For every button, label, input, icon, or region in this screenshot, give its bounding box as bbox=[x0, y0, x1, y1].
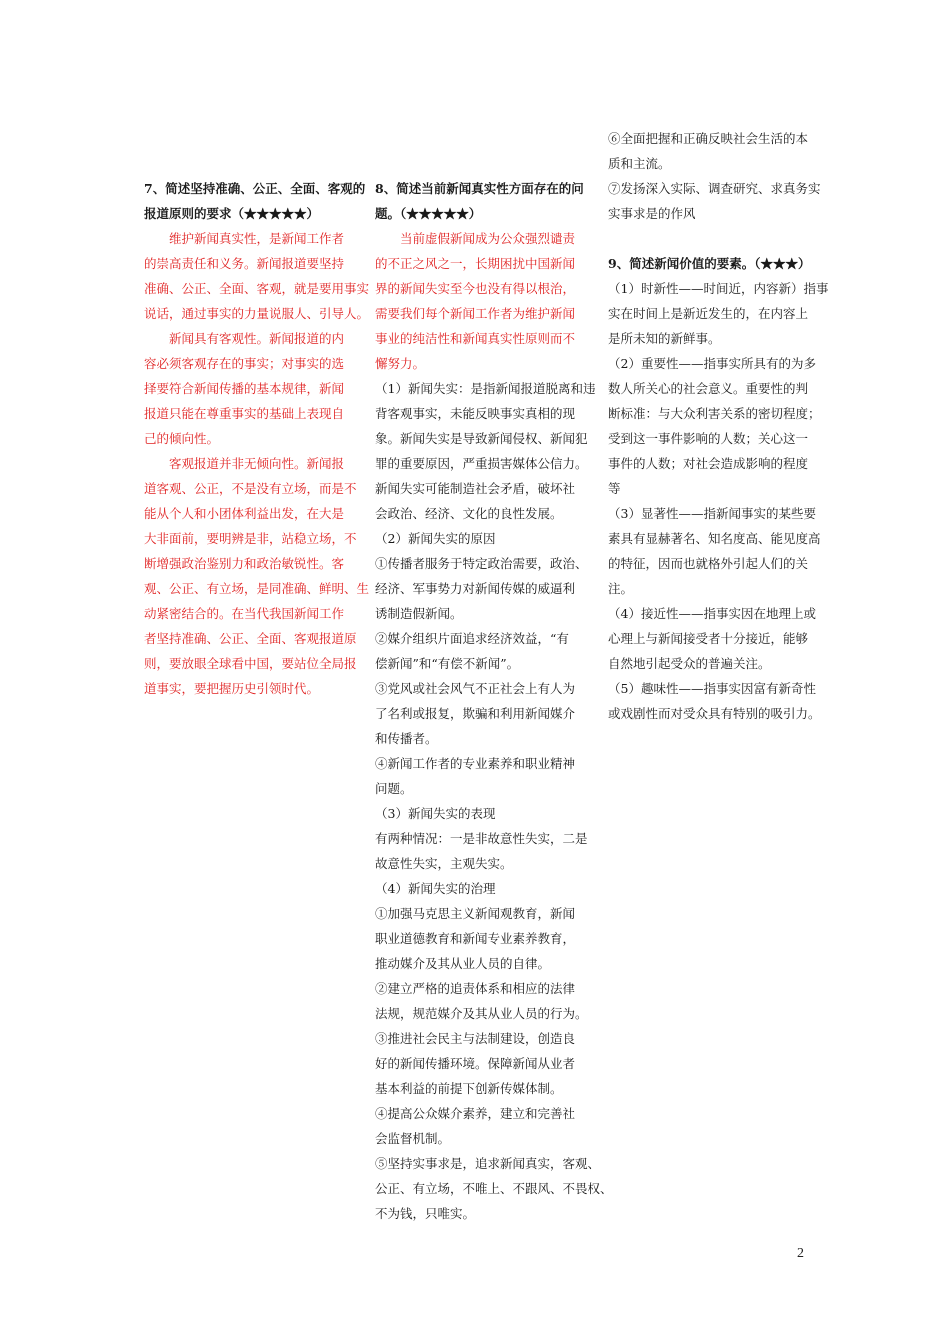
text-line: 事件的人数；对社会造成影响的程度 bbox=[608, 456, 809, 471]
q9-importance bbox=[608, 351, 821, 501]
text-line: （1）时新性——时间近，内容新）指事 bbox=[608, 281, 829, 296]
text-line: 问题。 bbox=[375, 781, 413, 796]
text-line: （1）新闻失实：是指新闻报道脱离和违 bbox=[375, 381, 596, 396]
q8-block-governance-1 bbox=[375, 901, 581, 976]
text-line: 故意性失实，主观失实。 bbox=[375, 856, 513, 871]
q7-heading bbox=[144, 176, 366, 226]
text-line: 容必须客观存在的事实；对事实的选 bbox=[144, 356, 345, 371]
text-line: 维护新闻真实性，是新闻工作者 bbox=[144, 231, 345, 246]
text-line: 或戏剧性而对受众具有特别的吸引力。 bbox=[608, 706, 821, 721]
text-line: 大非面前，要明辨是非，站稳立场，不 bbox=[144, 531, 357, 546]
text-line: ②建立严格的追责体系和相应的法律 bbox=[375, 981, 576, 996]
q8-block-causes-title bbox=[375, 526, 581, 551]
text-line: 己的倾向性。 bbox=[144, 431, 220, 446]
spacer bbox=[608, 226, 808, 251]
text-line: 不为钱，只唯实。 bbox=[375, 1206, 476, 1221]
text-line: 新闻具有客观性。新闻报道的内 bbox=[144, 331, 345, 346]
q8-block-manifest-title bbox=[375, 801, 581, 826]
text-line: 背客观事实，未能反映事实真相的现 bbox=[375, 406, 576, 421]
text-line: 客观报道并非无倾向性。新闻报 bbox=[144, 456, 345, 471]
text-line: 心理上与新闻接受者十分接近，能够 bbox=[608, 631, 809, 646]
column-question-8 bbox=[375, 176, 613, 1226]
column-question-7 bbox=[144, 176, 370, 701]
text-line: ④新闻工作者的专业素养和职业精神 bbox=[375, 756, 576, 771]
text-line: 准确、公正、全面、客观，就是要用事实 bbox=[144, 281, 370, 296]
text-line: ④提高公众媒介素养，建立和完善社 bbox=[375, 1106, 576, 1121]
text-line: （3）新闻失实的表现 bbox=[375, 806, 496, 821]
text-line: 数人所关心的社会意义。重要性的判 bbox=[608, 381, 809, 396]
text-line: 素具有显赫著名、知名度高、能见度高 bbox=[608, 531, 821, 546]
text-line: 说话，通过事实的力量说服人、引导人。 bbox=[144, 306, 370, 321]
text-line: 事业的纯洁性和新闻真实性原则而不 bbox=[375, 331, 576, 346]
text-line: （4）新闻失实的治理 bbox=[375, 881, 496, 896]
q7-heading-line: 7、简述坚持准确、公正、全面、客观的 bbox=[144, 181, 366, 196]
text-line: 道事实，要把握历史引领时代。 bbox=[144, 681, 320, 696]
q7-paragraph-3 bbox=[144, 451, 370, 701]
text-line: 则，要放眼全球看中国，要站位全局报 bbox=[144, 656, 357, 671]
q8-block-governance-4 bbox=[375, 1101, 581, 1151]
text-line: ②媒介组织片面追求经济效益，“有 bbox=[375, 631, 569, 646]
q7-heading-line: 报道原则的要求（★★★★★） bbox=[144, 206, 320, 221]
q8-block-governance-5 bbox=[375, 1151, 613, 1226]
text-line: 注。 bbox=[608, 581, 634, 596]
column-question-9 bbox=[608, 126, 829, 726]
text-line: 观、公正、有立场，是同准确、鲜明、生 bbox=[144, 581, 370, 596]
text-line: 当前虚假新闻成为公众强烈谴责 bbox=[375, 231, 576, 246]
text-line: （3）显著性——指新闻事实的某些要 bbox=[608, 506, 816, 521]
text-line: （4）接近性——指事实因在地理上或 bbox=[608, 606, 816, 621]
q9-timeliness bbox=[608, 276, 829, 351]
q8-block-governance-3 bbox=[375, 1026, 581, 1101]
text-line: 质和主流。 bbox=[608, 156, 671, 171]
text-line: ③推进社会民主与法制建设，创造良 bbox=[375, 1031, 576, 1046]
text-line: 择要符合新闻传播的基本规律，新闻 bbox=[144, 381, 345, 396]
text-line: ①加强马克思主义新闻观教育，新闻 bbox=[375, 906, 576, 921]
q8-block-governance-2 bbox=[375, 976, 588, 1026]
text-line: 动紧密结合的。在当代我国新闻工作 bbox=[144, 606, 345, 621]
q8-block-cause-1 bbox=[375, 551, 588, 626]
text-line: 需要我们每个新闻工作者为维护新闻 bbox=[375, 306, 576, 321]
text-line: 了名利或报复，欺骗和利用新闻媒介 bbox=[375, 706, 576, 721]
q8-block-manifest bbox=[375, 826, 588, 876]
q8-block-governance-title bbox=[375, 876, 581, 901]
text-line: 能从个人和小团体利益出发，在大是 bbox=[144, 506, 345, 521]
text-line: 偿新闻”和“有偿不新闻”。 bbox=[375, 656, 520, 671]
q8-continued-6 bbox=[608, 126, 808, 176]
text-line: 道客观、公正，不是没有立场，而是不 bbox=[144, 481, 357, 496]
q9-heading: 9、简述新闻价值的要素。（★★★） bbox=[608, 256, 811, 271]
text-line: 象。新闻失实是导致新闻侵权、新闻犯 bbox=[375, 431, 588, 446]
text-line: 法规，规范媒介及其从业人员的行为。 bbox=[375, 1006, 588, 1021]
text-line: 诱制造假新闻。 bbox=[375, 606, 463, 621]
text-line: （2）重要性——指事实所具有的为多 bbox=[608, 356, 816, 371]
q9-prominence bbox=[608, 501, 821, 601]
text-line: 是所未知的新鲜事。 bbox=[608, 331, 721, 346]
text-line: （5）趣味性——指事实因富有新奇性 bbox=[608, 681, 816, 696]
text-line: 实在时间上是新近发生的，在内容上 bbox=[608, 306, 809, 321]
q8-heading-line: 8、简述当前新闻真实性方面存在的问 bbox=[375, 181, 584, 196]
text-line: ⑥全面把握和正确反映社会生活的本 bbox=[608, 131, 809, 146]
text-line: 有两种情况：一是非故意性失实，二是 bbox=[375, 831, 588, 846]
text-line: ①传播者服务于特定政治需要，政治、 bbox=[375, 556, 588, 571]
q8-block-definition bbox=[375, 376, 596, 526]
text-line: 好的新闻传播环境。保障新闻从业者 bbox=[375, 1056, 576, 1071]
text-line: 实事求是的作风 bbox=[608, 206, 696, 221]
text-line: 会监督机制。 bbox=[375, 1131, 451, 1146]
q8-block-cause-2 bbox=[375, 626, 581, 676]
q8-continued-7 bbox=[608, 176, 821, 226]
text-line: 报道只能在尊重事实的基础上表现自 bbox=[144, 406, 345, 421]
text-line: 的崇高责任和义务。新闻报道要坚持 bbox=[144, 256, 345, 271]
text-line: 者坚持准确、公正、全面、客观报道原 bbox=[144, 631, 357, 646]
q9-proximity bbox=[608, 601, 816, 676]
text-line: 的不正之风之一，长期困扰中国新闻 bbox=[375, 256, 576, 271]
text-line: ③党风或社会风气不正社会上有人为 bbox=[375, 681, 576, 696]
text-line: （2）新闻失实的原因 bbox=[375, 531, 496, 546]
q8-block-cause-3 bbox=[375, 676, 581, 751]
text-line: 断标准：与大众利害关系的密切程度； bbox=[608, 406, 821, 421]
text-line: 懈努力。 bbox=[375, 356, 426, 371]
page-number: 2 bbox=[797, 1246, 804, 1261]
q8-block-cause-4 bbox=[375, 751, 581, 801]
text-line: ⑦发扬深入实际、调查研究、求真务实 bbox=[608, 181, 821, 196]
text-line: 等 bbox=[608, 481, 621, 496]
q7-paragraph-2 bbox=[144, 326, 348, 451]
text-line: 新闻失实可能制造社会矛盾，破坏社 bbox=[375, 481, 576, 496]
text-line: ⑤坚持实事求是，追求新闻真实，客观、 bbox=[375, 1156, 601, 1171]
q8-heading-line: 题。（★★★★★） bbox=[375, 206, 482, 221]
q7-paragraph-1 bbox=[144, 226, 370, 326]
text-line: 界的新闻失实至今也没有得以根治， bbox=[375, 281, 576, 296]
text-line: 受到这一事件影响的人数；关心这一 bbox=[608, 431, 809, 446]
text-line: 基本利益的前提下创新传媒体制。 bbox=[375, 1081, 563, 1096]
text-line: 断增强政治鉴别力和政治敏锐性。客 bbox=[144, 556, 345, 571]
q8-heading bbox=[375, 176, 584, 226]
text-line: 公正、有立场，不唯上、不跟风、不畏权、 bbox=[375, 1181, 613, 1196]
text-line: 和传播者。 bbox=[375, 731, 438, 746]
text-line: 自然地引起受众的普遍关注。 bbox=[608, 656, 771, 671]
text-line: 职业道德教育和新闻专业素养教育， bbox=[375, 931, 576, 946]
text-line: 推动媒介及其从业人员的自律。 bbox=[375, 956, 551, 971]
text-line: 经济、军事势力对新闻传媒的威逼利 bbox=[375, 581, 576, 596]
q8-intro bbox=[375, 226, 581, 376]
q9-interest bbox=[608, 676, 821, 726]
text-line: 会政治、经济、文化的良性发展。 bbox=[375, 506, 563, 521]
text-line: 罪的重要原因，严重损害媒体公信力。 bbox=[375, 456, 588, 471]
text-line: 的特征，因而也就格外引起人们的关 bbox=[608, 556, 809, 571]
